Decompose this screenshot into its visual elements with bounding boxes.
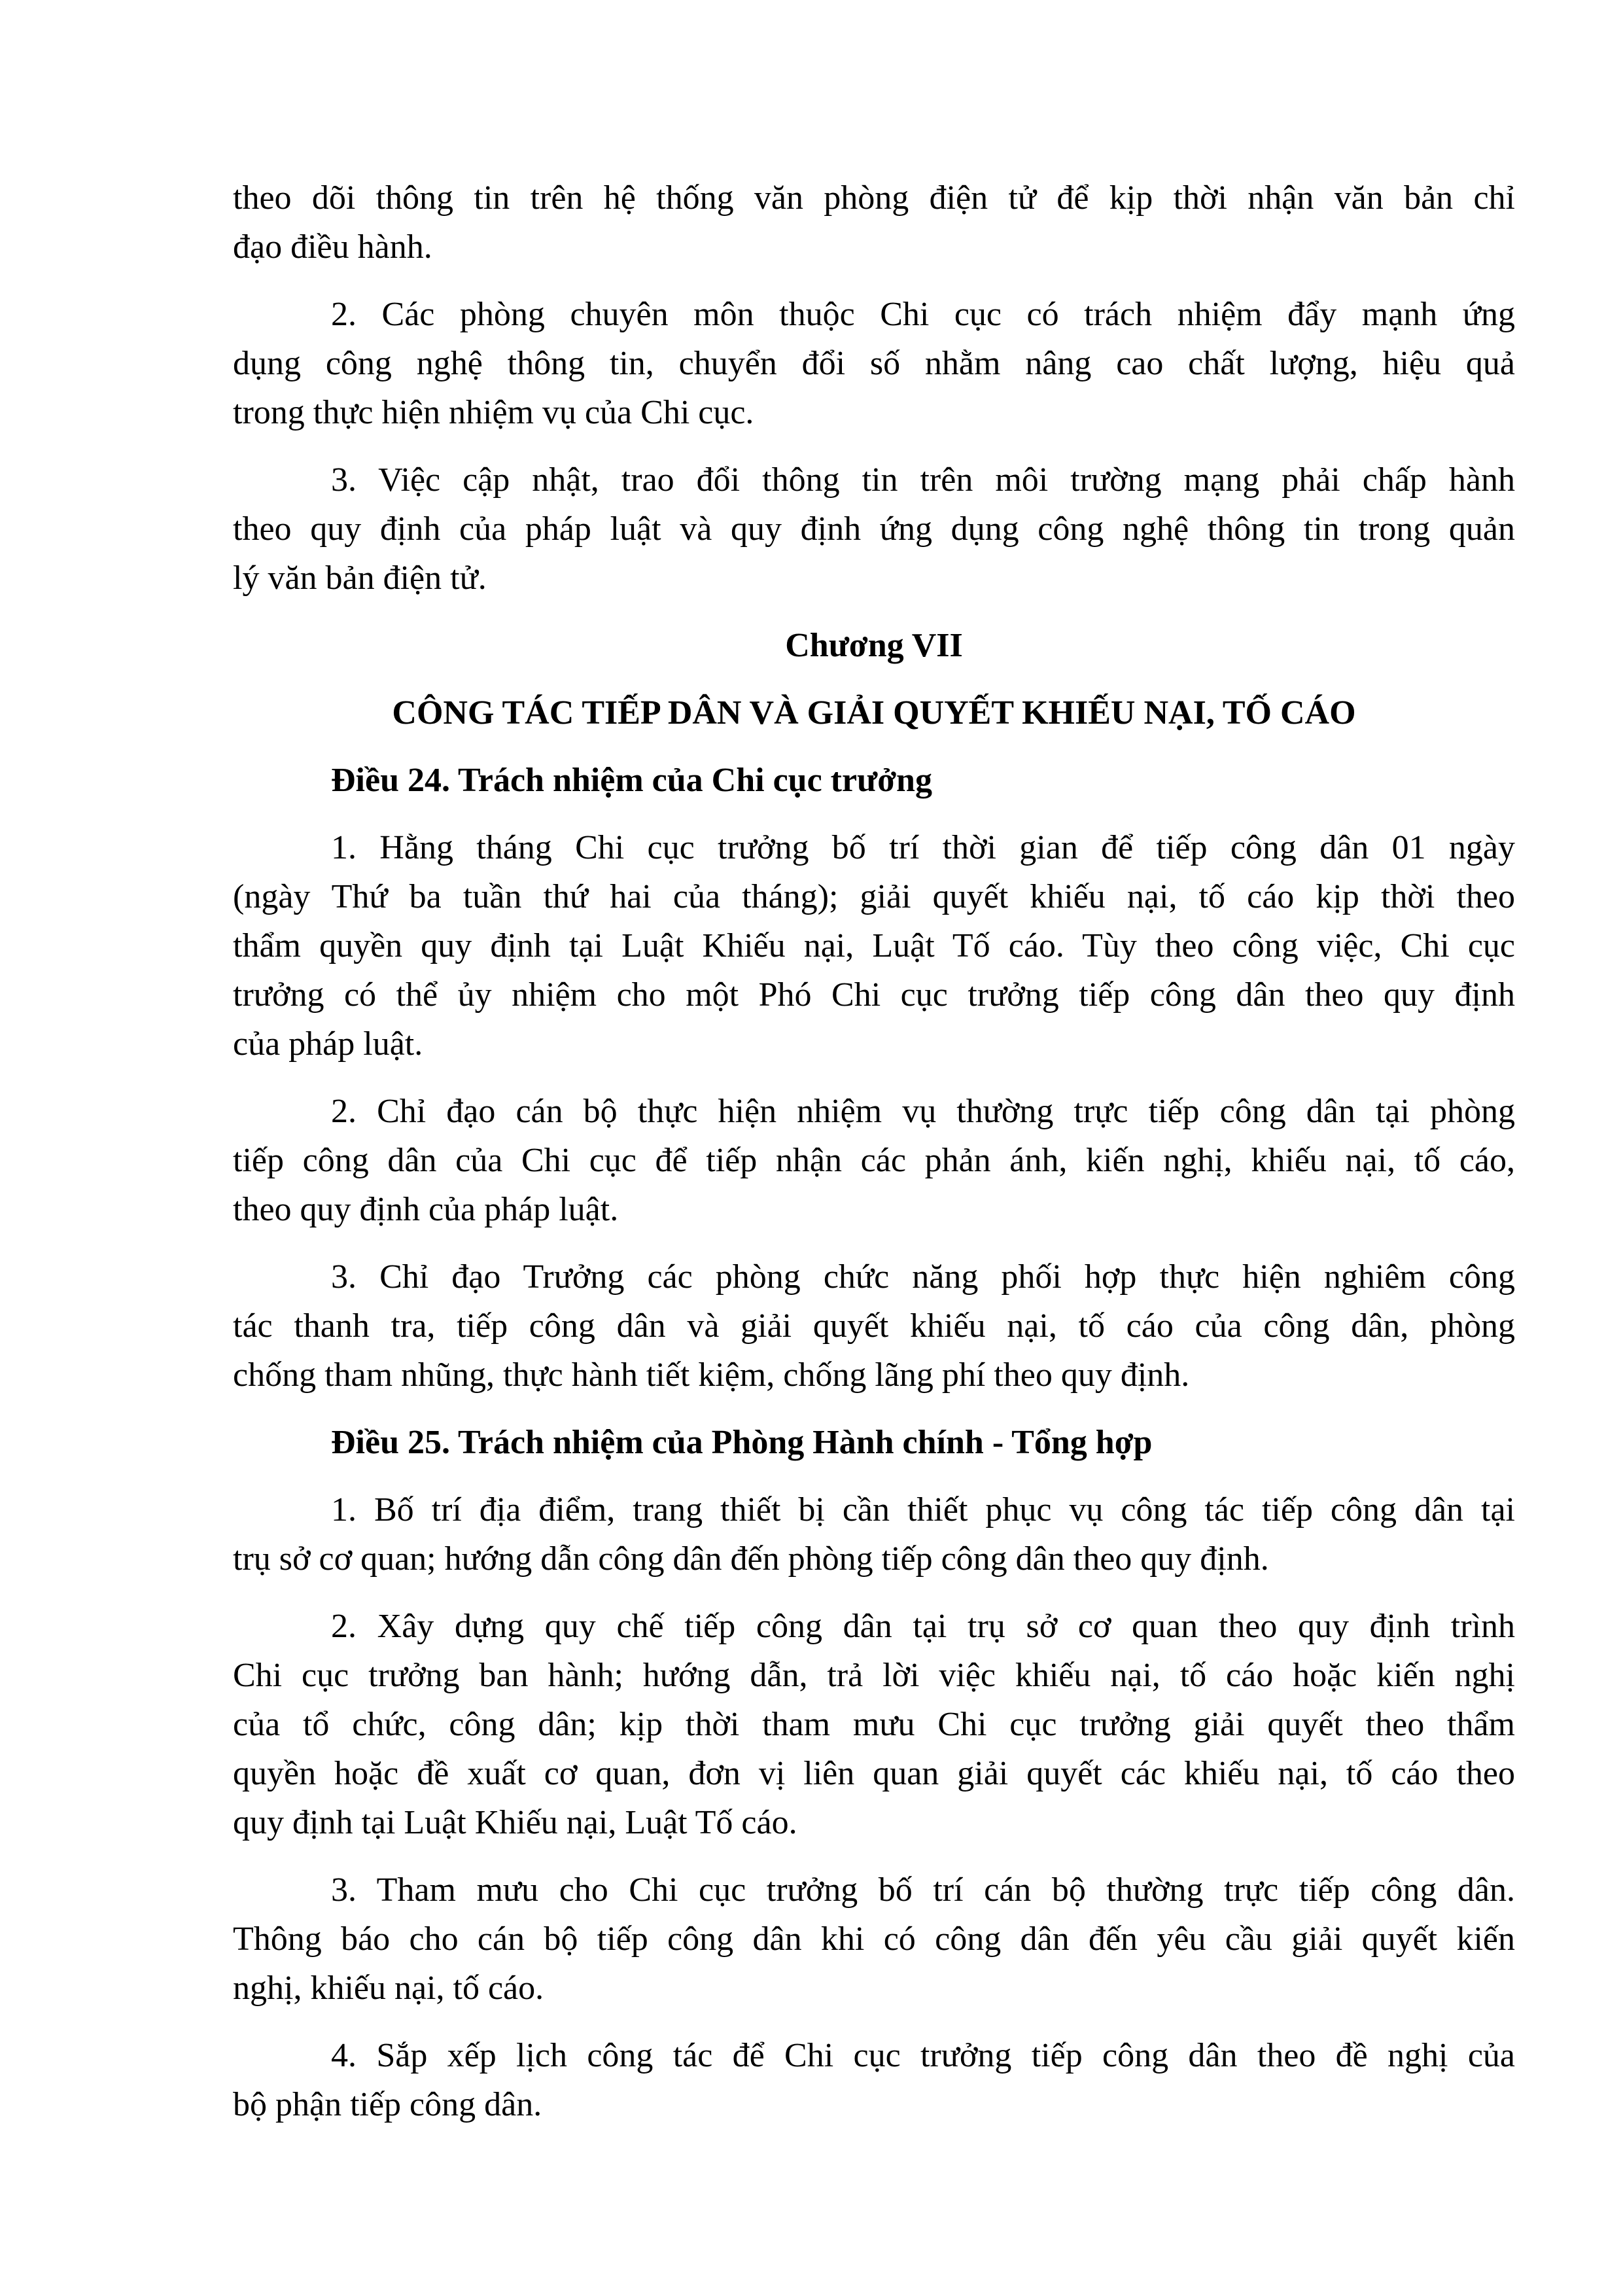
body-paragraph — [233, 823, 1515, 1069]
text-line: 3. Việc cập nhật, trao đổi thông tin trên môi trường mạng phải chấp hành — [331, 461, 1515, 499]
article-heading-25: Điều 25. Trách nhiệm của Phòng Hành chính - Tổng hợp — [331, 1424, 1153, 1461]
body-paragraph — [233, 1865, 1515, 2013]
text-line: dụng công nghệ thông tin, chuyển đổi số nhằm nâng cao chất lượng, hiệu quả — [233, 345, 1515, 382]
text-line: 3. Chỉ đạo Trưởng các phòng chức năng phối hợp thực hiện nghiêm công — [331, 1258, 1515, 1296]
body-paragraph — [233, 1252, 1515, 1400]
text-line: trụ sở cơ quan; hướng dẫn công dân đến phòng tiếp công dân theo quy định. — [233, 1540, 1269, 1578]
text-line: 2. Xây dựng quy chế tiếp công dân tại trụ sở cơ quan theo quy định trình — [331, 1608, 1515, 1645]
body-paragraph — [233, 290, 1515, 437]
text-line: của tổ chức, công dân; kịp thời tham mưu Chi cục trưởng giải quyết theo thẩm — [233, 1706, 1515, 1743]
body-paragraph — [233, 1485, 1515, 1583]
text-line: đạo điều hành. — [233, 228, 432, 266]
text-line: 2. Các phòng chuyên môn thuộc Chi cục có trách nhiệm đẩy mạnh ứng — [331, 296, 1515, 333]
text-line: 2. Chỉ đạo cán bộ thực hiện nhiệm vụ thường trực tiếp công dân tại phòng — [331, 1093, 1515, 1130]
chapter-number-heading: Chương VII — [785, 627, 963, 664]
text-line: lý văn bản điện tử. — [233, 559, 487, 597]
text-line: trưởng có thể ủy nhiệm cho một Phó Chi cục trưởng tiếp công dân theo quy định — [233, 976, 1515, 1014]
text-line: 1. Hằng tháng Chi cục trưởng bố trí thời gian để tiếp công dân 01 ngày — [331, 829, 1515, 866]
text-line: thẩm quyền quy định tại Luật Khiếu nại, Luật Tố cáo. Tùy theo công việc, Chi cục — [233, 927, 1515, 964]
body-paragraph — [233, 455, 1515, 603]
text-line: quy định tại Luật Khiếu nại, Luật Tố cáo. — [233, 1804, 797, 1841]
article-heading-24: Điều 24. Trách nhiệm của Chi cục trưởng — [331, 762, 932, 799]
text-line: Chi cục trưởng ban hành; hướng dẫn, trả lời việc khiếu nại, tố cáo hoặc kiến nghị — [233, 1657, 1515, 1694]
text-line: theo dõi thông tin trên hệ thống văn phòng điện tử để kịp thời nhận văn bản chỉ — [233, 179, 1515, 217]
text-line: 3. Tham mưu cho Chi cục trưởng bố trí cán bộ thường trực tiếp công dân. — [331, 1871, 1515, 1909]
text-line: nghị, khiếu nại, tố cáo. — [233, 1969, 544, 2007]
text-line: theo quy định của pháp luật và quy định ứng dụng công nghệ thông tin trong quản — [233, 510, 1515, 548]
text-line: bộ phận tiếp công dân. — [233, 2086, 542, 2123]
text-line: Thông báo cho cán bộ tiếp công dân khi có công dân đến yêu cầu giải quyết kiến — [233, 1920, 1515, 1958]
body-paragraph — [233, 1087, 1515, 1234]
body-paragraph — [233, 1602, 1515, 1847]
body-paragraph — [233, 2031, 1515, 2129]
text-line: 1. Bố trí địa điểm, trang thiết bị cần thiết phục vụ công tác tiếp công dân tại — [331, 1491, 1515, 1528]
text-line: (ngày Thứ ba tuần thứ hai của tháng); giải quyết khiếu nại, tố cáo kịp thời theo — [233, 878, 1515, 915]
text-line: tiếp công dân của Chi cục để tiếp nhận các phản ánh, kiến nghị, khiếu nại, tố cáo, — [233, 1142, 1515, 1179]
body-paragraph — [233, 173, 1515, 272]
text-line: của pháp luật. — [233, 1025, 423, 1063]
chapter-title-heading: CÔNG TÁC TIẾP DÂN VÀ GIẢI QUYẾT KHIẾU NẠI, TỐ CÁO — [392, 694, 1356, 732]
text-line: tác thanh tra, tiếp công dân và giải quyết khiếu nại, tố cáo của công dân, phòng — [233, 1307, 1515, 1345]
text-line: trong thực hiện nhiệm vụ của Chi cục. — [233, 394, 754, 431]
text-line: quyền hoặc đề xuất cơ quan, đơn vị liên quan giải quyết các khiếu nại, tố cáo theo — [233, 1755, 1515, 1792]
text-line: theo quy định của pháp luật. — [233, 1191, 619, 1228]
text-line: 4. Sắp xếp lịch công tác để Chi cục trưởng tiếp công dân theo đề nghị của — [331, 2037, 1515, 2074]
text-line: chống tham nhũng, thực hành tiết kiệm, chống lãng phí theo quy định. — [233, 1356, 1190, 1394]
